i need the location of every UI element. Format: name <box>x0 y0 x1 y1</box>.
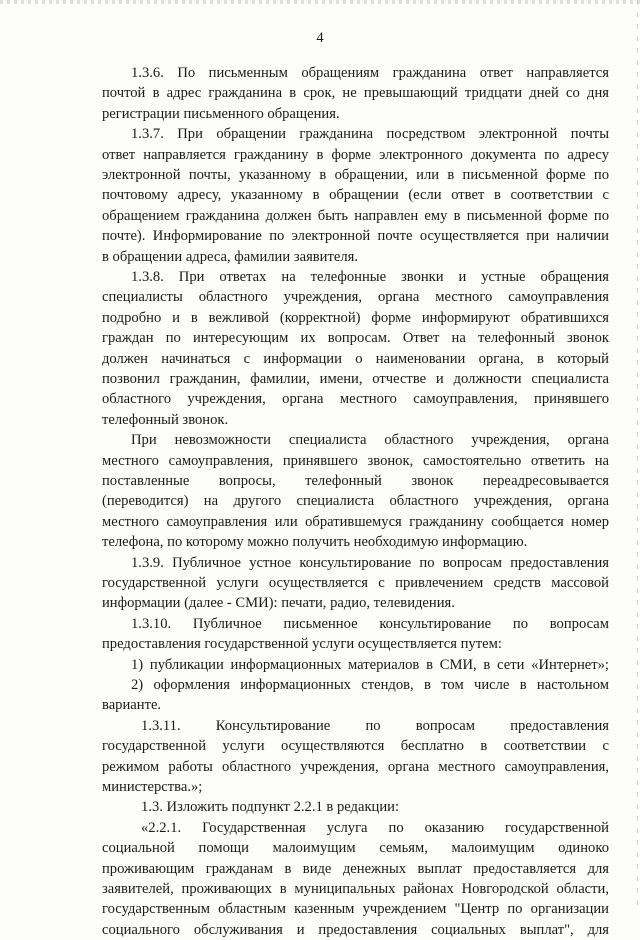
text-line: предоставления государственной услуги осуществляется путем: <box>102 636 502 653</box>
text-line: 1.3.9. Публичное устное консультирование по вопросам предоставления <box>131 554 609 571</box>
text-line: социального обслуживания и предоставления социальных выплат", для <box>102 921 609 938</box>
text-line: 1.3.6. По письменным обращениям гражданина ответ направляется <box>131 65 609 81</box>
text-line: 1.3.8. При ответах на телефонные звонки и устные обращения <box>131 269 609 285</box>
text-line: подробно и в вежливой (корректной) форме информируют обратившихся <box>102 309 609 326</box>
text-line: варианте. <box>102 697 162 714</box>
text-line: почтовому адресу, указанному в обращении (если ответ в соответствии с <box>102 187 609 204</box>
text-line: государственным областным казенным учреждением "Центр по организации <box>102 901 609 918</box>
text-line: государственной услуги осуществляются бесплатно в соответствии с <box>102 738 609 755</box>
text-line: (переводится) на другого специалиста областного учреждения, органа <box>102 493 609 510</box>
text-line: областного учреждения, органа местного самоуправления, принявшего <box>102 391 609 408</box>
text-line: почтой в адрес гражданина в срок, не превышающий тридцати дней со дня <box>102 85 609 102</box>
text-line: граждан по интересующим их вопросам. Ответ на телефонный звонок <box>102 330 609 347</box>
text-line: телефонный звонок. <box>102 411 229 428</box>
text-line: государственной услуги осуществляется с привлечением средств массовой <box>102 575 609 591</box>
page-number: 4 <box>316 30 324 46</box>
scan-edge-right <box>637 0 638 905</box>
scan-edge-top <box>0 0 640 4</box>
text-line: 1.3.10. Публичное письменное консультирование по вопросам <box>131 615 609 632</box>
text-line: должен начинаться с информации о наименовании органа, в который <box>102 350 609 367</box>
text-line: 1.3.7. При обращении гражданина посредством электронной почты <box>131 126 609 143</box>
text-line: министерства.»; <box>102 779 203 795</box>
text-line: местного самоуправления, принявшего звонок, самостоятельно ответить на <box>102 452 609 469</box>
text-line: ответ направляется гражданину в форме электронного документа по адресу <box>102 146 609 163</box>
text-line: телефона, по которому можно получить необходимую информацию. <box>102 534 528 551</box>
text-line: регистрации письменного обращения. <box>102 105 340 122</box>
text-line: поставленные вопросы, телефонный звонок переадресовывается <box>102 473 609 489</box>
text-line: в обращении адреса, фамилии заявителя. <box>102 248 358 265</box>
text-line: «2.2.1. Государственная услуга по оказанию государственной <box>141 819 609 836</box>
text-line: режимом работы областного учреждения, органа местного самоуправления, <box>102 758 609 775</box>
text-line: 1) публикации информационных материалов в СМИ, в сети «Интернет»; <box>131 656 609 673</box>
text-line: социальной помощи малоимущим семьям, малоимущим одиноко <box>102 840 609 857</box>
text-line: 2) оформления информационных стендов, в том числе в настольном <box>131 677 609 693</box>
text-line: специалисты областного учреждения, органа местного самоуправления <box>102 289 609 306</box>
text-line: 1.3. Изложить подпункт 2.2.1 в редакции: <box>141 799 400 816</box>
text-line: заявителей, проживающих в муниципальных районах Новгородской области, <box>102 881 609 897</box>
text-line: 1.3.11. Консультирование по вопросам предоставления <box>141 717 609 734</box>
text-line: обращением гражданина должен быть направлен ему в письменной форме по <box>102 207 609 224</box>
text-line: местного самоуправления или обратившемуся гражданину сообщается номер <box>102 513 609 530</box>
text-line: При невозможности специалиста областного учреждения, органа <box>131 432 609 449</box>
text-line: электронной почты, указанному в обращении, или в письменной форме по <box>102 167 609 183</box>
text-line: позвонил гражданин, фамилии, имени, отчестве и должности специалиста <box>102 371 609 387</box>
text-line: информации (далее - СМИ): печати, радио, телевидения. <box>102 595 455 612</box>
text-line: проживающим гражданам в виде денежных выплат предоставляется для <box>102 860 609 877</box>
text-line: почте). Информирование по электронной почте осуществляется при наличии <box>102 228 609 245</box>
